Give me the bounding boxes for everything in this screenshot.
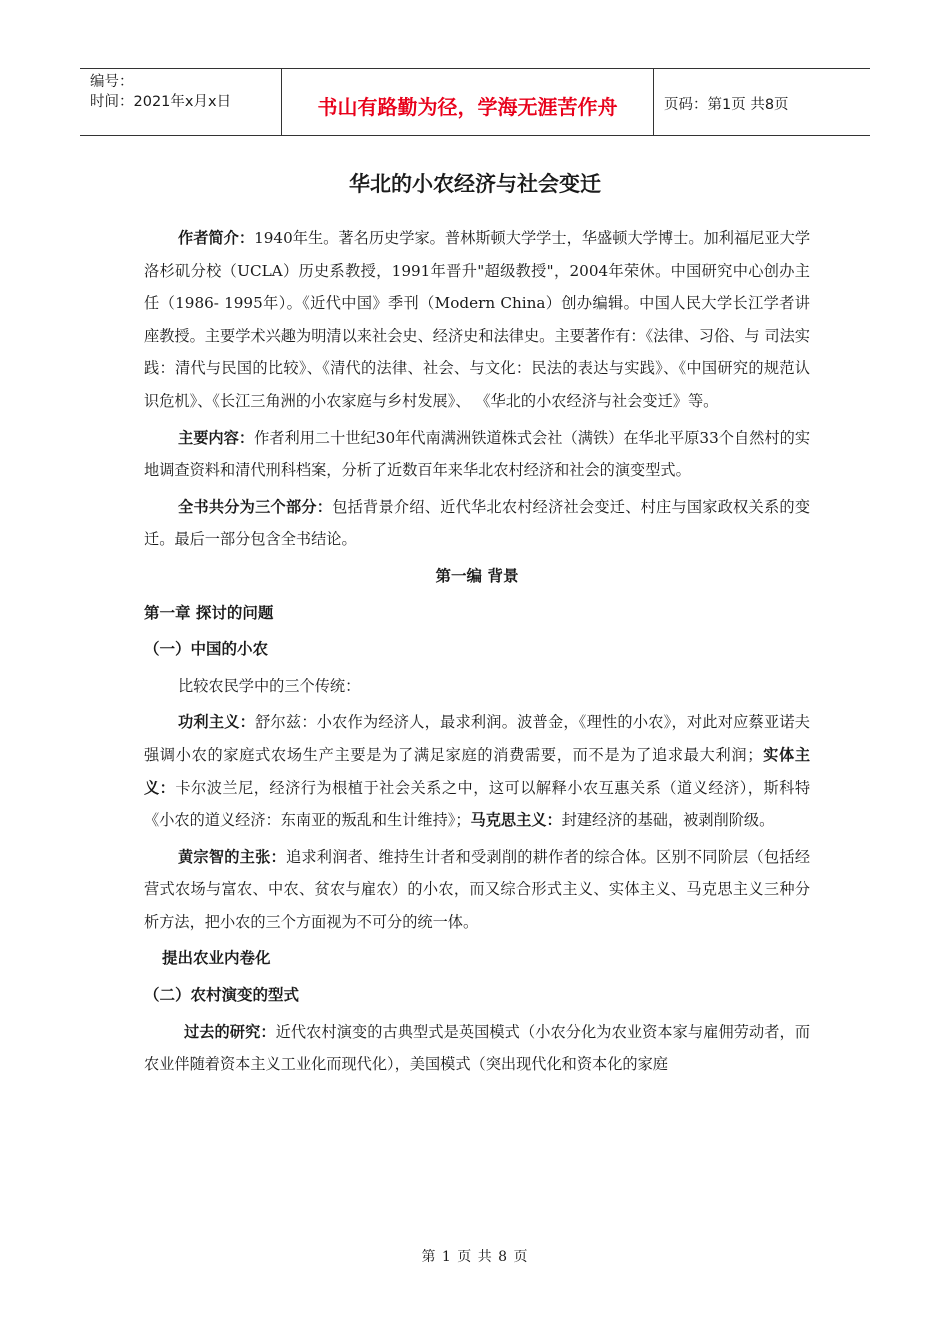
author-text: 1940年生。著名历史学家。普林斯顿大学学士，华盛顿大学博士。加利福尼亚大学洛杉矶分校（UCLA）历史系教授，1991年晋升"超级教授"，2004年荣休。中国研究中心创办主任（1986- 1995年）。《近代中国》季刊（Modern China）创办编辑。中国人民大学长江学者讲座教授。主要学术兴趣为明清以来社会史、经济史和法律史。主要著作有：《法律、习俗、与 司法实践：清代与民国的比较》、《清代的法律、社会、与文化：民法的表达与实践》、《中国研究的规范认识危机》、《长江三角洲的小农家庭与乡村发展》、 《华北的小农经济与社会变迁》等。 [144, 229, 811, 410]
page-footer: 第 1 页 共 8 页 [421, 1249, 529, 1265]
document-header [80, 68, 870, 136]
substantive-label: 实体主义： [144, 745, 811, 797]
section-title-1: （一）中国的小农 [144, 640, 269, 659]
marxist-label: 马克思主义： [470, 811, 562, 830]
utilitarian-text: 舒尔兹：小农作为经济人，最求利润。波普金，《理性的小农》，对此对应蔡亚诺夫强调小农的家庭式农场生产主要是为了满足家庭的消费需要，而不是为了追求最大利润； [144, 713, 810, 764]
structure-label: 全书共分为三个部分： [178, 497, 333, 516]
header-motto: 书山有路勤为径，学海无涯苦作舟 [281, 69, 654, 135]
substantive-text: 卡尔波兰尼，经济行为根植于社会关系之中，这可以解释小农互惠关系（道义经济），斯科特《小农的道义经济：东南亚的叛乱和生计维持》； [144, 778, 811, 830]
document-number-label: 编号： [90, 74, 134, 90]
past-text: 近代农村演变的古典型式是英国模式（小农分化为农业资本家与雇佣劳动者，而农业伴随着资本主义工业化而现代化），美国模式（突出现代化和资本化的家庭 [144, 1022, 811, 1074]
involution-heading: 提出农业内卷化 [162, 949, 271, 968]
huang-label: 黄宗智的主张： [178, 847, 286, 866]
huang-paragraph [144, 841, 810, 939]
author-paragraph [144, 222, 810, 418]
document-body [144, 222, 810, 1085]
structure-paragraph [144, 491, 810, 556]
author-label: 作者简介： [178, 229, 255, 247]
past-label: 过去的研究： [184, 1022, 276, 1041]
traditions-intro: 比较农民学中的三个传统： [178, 676, 361, 695]
header-page-info: 页码：第1页 共8页 [664, 96, 789, 113]
marxist-text: 封建经济的基础，被剥削阶级。 [561, 811, 775, 830]
content-paragraph [144, 422, 810, 487]
traditions-paragraph [144, 706, 810, 836]
section-title-2: （二）农村演变的型式 [144, 986, 300, 1005]
part-title: 第一编 背景 [435, 566, 519, 585]
document-date: 时间：2021年x月x日 [90, 94, 232, 110]
past-research-paragraph [144, 1016, 810, 1081]
chapter-title: 第一章 探讨的问题 [144, 603, 274, 622]
structure-text: 包括背景介绍、近代华北农村经济社会变迁、村庄与国家政权关系的变迁。最后一部分包含全书结论。 [144, 497, 811, 549]
header-meta [80, 69, 281, 135]
content-label: 主要内容： [178, 428, 255, 447]
huang-text: 追求利润者、维持生计者和受剥削的耕作者的综合体。区别不同阶层（包括经营式农场与富农、中农、贫农与雇农）的小农，而又综合形式主义、实体主义、马克思主义三种分析方法，把小农的三个方面视为不可分的统一体。 [144, 847, 811, 931]
utilitarian-label: 功利主义： [178, 713, 256, 732]
content-text: 作者利用二十世纪30年代南满洲铁道株式会社（满铁）在华北平原33个自然村的实地调查资料和清代刑科档案，分析了近数百年来华北农村经济和社会的演变型式。 [144, 428, 811, 480]
document-title: 华北的小农经济与社会变迁 [349, 172, 601, 196]
